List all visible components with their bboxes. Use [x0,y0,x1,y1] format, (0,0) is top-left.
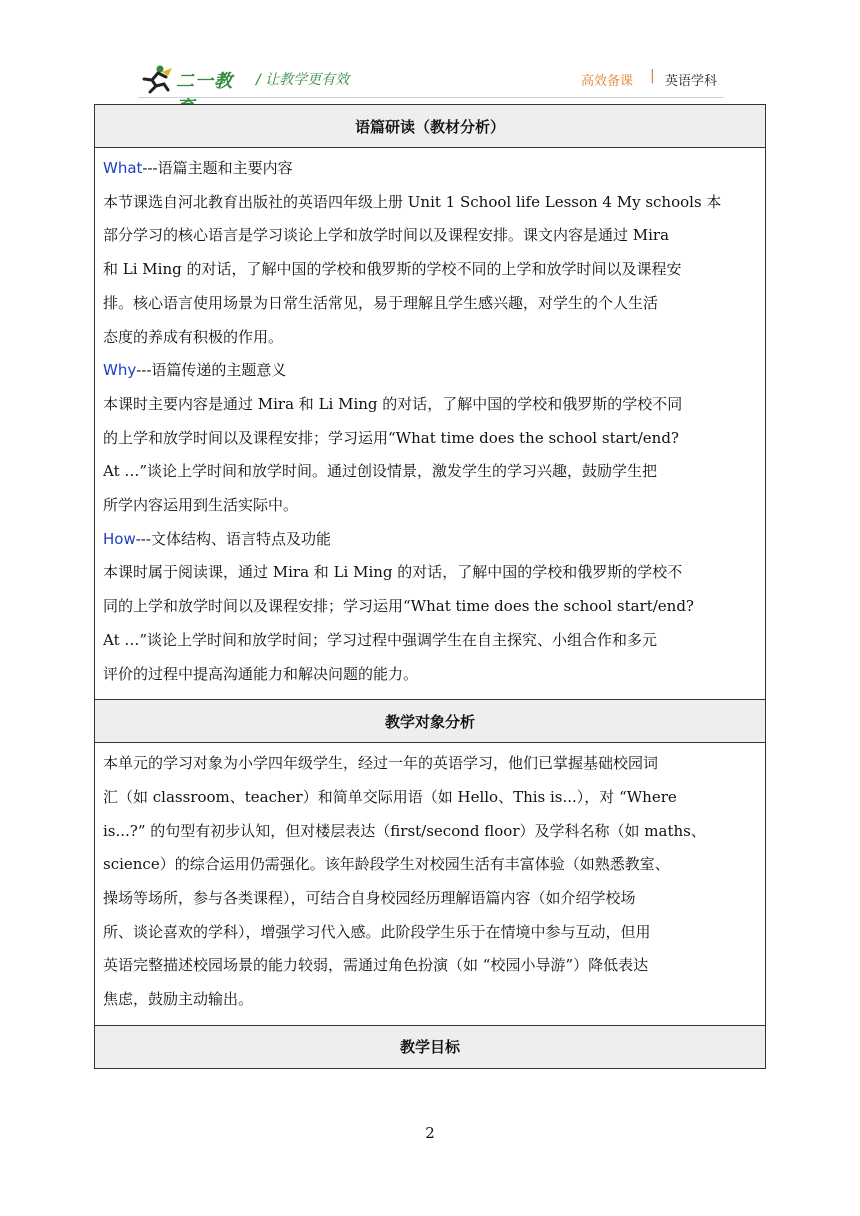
paragraph-line: 同的上学和放学时间以及课程安排；学习运用“What time does the school start/end? [103,597,694,616]
paragraph-line: 部分学习的核心语言是学习谈论上学和放学时间以及课程安排。课文内容是通过 Mira [103,226,670,245]
runner-logo-icon [138,64,178,94]
paragraph-line: 的上学和放学时间以及课程安排；学习运用“What time does the school start/end? [103,428,679,447]
paragraph-line: is...?” 的句型有初步认知，但对楼层表达（first/second floor）及学科名称（如 maths、 [103,821,706,840]
section-title-teaching-objectives: 教学目标 [95,1025,766,1068]
logo-text: 二一教 [176,71,233,92]
tag-subject: 英语学科 [665,74,718,89]
paragraph-line: At …”谈论上学时间和放学时间；学习过程中强调学生在自主探究、小组合作和多元 [103,630,658,649]
section-header-row [95,105,766,148]
paragraph-line: 本单元的学习对象为小学四年级学生，经过一年的英语学习，他们已掌握基础校园词 [103,754,659,773]
how-label: How [103,529,136,548]
paragraph-line: 英语完整描述校园场景的能力较弱，需通过角色扮演（如 “校园小导游”）降低表达 [103,956,649,975]
learner-analysis-content [95,743,766,1026]
section-header-row [95,700,766,743]
section-body-row [95,743,766,1026]
logo [138,64,248,94]
section-title-learner-analysis: 教学对象分析 [95,700,766,743]
header-divider [138,97,724,98]
why-heading: Why---语篇传递的主题意义 [103,361,287,380]
paragraph-line: At …”谈论上学时间和放学时间。通过创设情景，激发学生的学习兴趣，鼓励学生把 [103,462,658,481]
paragraph-line: 本课时主要内容是通过 Mira 和 Li Ming 的对话，了解中国的学校和俄罗斯的学校不同 [103,394,683,413]
paragraph-line: 汇（如 classroom、teacher）和简单交际用语（如 Hello、This is...），对 “Where [103,787,677,806]
paragraph-line: 和 Li Ming 的对话，了解中国的学校和俄罗斯的学校不同的上学和放学时间以及课程安 [103,260,682,279]
paragraph-line: 排。核心语言使用场景为日常生活常见，易于理解且学生感兴趣，对学生的个人生活 [103,293,659,312]
paragraph-line: 评价的过程中提高沟通能力和解决问题的能力。 [103,664,419,683]
section-title-text-analysis: 语篇研读（教材分析） [95,105,766,148]
lesson-plan-table [94,104,766,1069]
tag-efficient-prep: 高效备课 [581,74,634,89]
why-label: Why [103,361,137,380]
section-header-row [95,1025,766,1068]
page-header [138,62,728,96]
paragraph-line: 操场等场所，参与各类课程），可结合自身校园经历理解语篇内容（如介绍学校场 [103,889,636,908]
page-number: 2 [425,1124,435,1142]
what-heading: What---语篇主题和主要内容 [103,159,293,177]
paragraph-line: 本课时属于阅读课，通过 Mira 和 Li Ming 的对话，了解中国的学校和俄罗斯的学校不 [103,563,683,582]
paragraph-line: 态度的养成有积极的作用。 [103,327,284,346]
paragraph-line: 本节课选自河北教育出版社的英语四年级上册 Unit 1 School life Lesson 4 My schools 本 [103,192,722,211]
paragraph-line: 焦虑，鼓励主动输出。 [103,990,254,1009]
slogan: / 让教学更有效 [256,72,350,88]
paragraph-line: 所、谈论喜欢的学科），增强学习代入感。此阶段学生乐于在情境中参与互动，但用 [103,922,651,941]
tag-separator: | [650,68,655,84]
how-heading: How---文体结构、语言特点及功能 [103,529,331,548]
text-analysis-content [95,148,766,700]
what-label: What [103,159,143,177]
paragraph-line: 所学内容运用到生活实际中。 [103,496,299,515]
paragraph-line: science）的综合运用仍需强化。该年龄段学生对校园生活有丰富体验（如熟悉教室、 [103,855,670,874]
section-body-row [95,148,766,700]
